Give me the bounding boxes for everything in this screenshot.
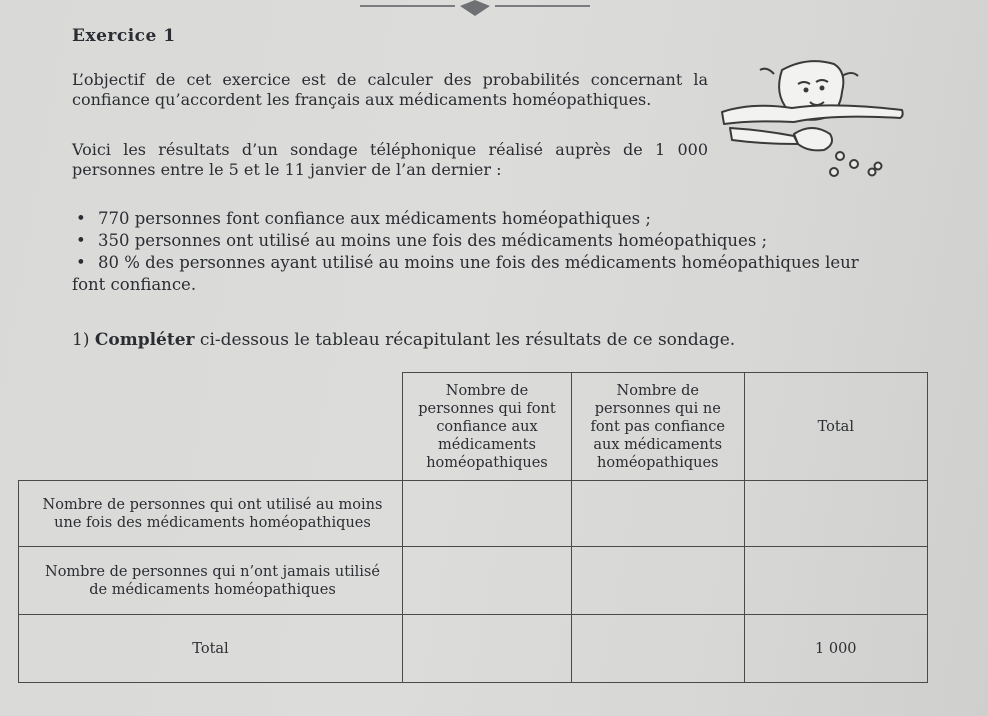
cell-never-trust[interactable] <box>402 547 571 615</box>
cell-used-total[interactable] <box>744 481 927 547</box>
cell-grand-total: 1 000 <box>744 615 927 683</box>
list-item: • 770 personnes font confiance aux médicaments homéopathiques ; <box>72 208 884 230</box>
list-item: • 350 personnes ont utilisé au moins une fois des médicaments homéopathiques ; <box>72 230 884 252</box>
question-text: ci-dessous le tableau récapitulant les résultats de ce sondage. <box>199 330 736 350</box>
cell-used-trust[interactable] <box>402 481 571 547</box>
cell-never-total[interactable] <box>744 547 927 615</box>
question-number: 1) <box>72 330 90 350</box>
header-total: Total <box>744 373 927 481</box>
table-row-used <box>19 481 928 547</box>
question-1 <box>72 330 735 350</box>
man-peeking-clipart <box>712 52 912 192</box>
summary-table <box>18 372 928 683</box>
table-corner <box>19 373 403 481</box>
list-item-continuation: font confiance. <box>72 275 197 294</box>
table-row-never <box>19 547 928 615</box>
cell-never-no-trust[interactable] <box>571 547 744 615</box>
table-header-row <box>19 373 928 481</box>
question-verb: Compléter <box>94 330 195 350</box>
results-list <box>72 208 884 296</box>
cell-total-no-trust[interactable] <box>571 615 744 683</box>
row-label-used: Nombre de personnes qui ont utilisé au moins une fois des médicaments homéopathiques <box>19 481 403 547</box>
list-item: • 80 % des personnes ayant utilisé au moins une fois des médicaments homéopathiques leur <box>72 252 884 274</box>
cell-used-no-trust[interactable] <box>571 481 744 547</box>
exercise-title: Exercice 1 <box>72 26 176 46</box>
cell-total-trust[interactable] <box>402 615 571 683</box>
row-label-total: Total <box>19 615 403 683</box>
row-label-never: Nombre de personnes qui n’ont jamais utilisé de médicaments homéopathiques <box>19 547 403 615</box>
context-paragraph: Voici les résultats d’un sondage téléphonique réalisé auprès de 1 000 personnes entre le 5 et le 11 janvier de l’an dernier : <box>72 140 708 179</box>
intro-paragraph: L’objectif de cet exercice est de calculer des probabilités concernant la confiance qu’accordent les français aux médicaments homéopathiques. <box>72 70 708 109</box>
top-decoration <box>360 0 590 20</box>
header-no-trust: Nombre de personnes qui ne font pas confiance aux médicaments homéopathiques <box>571 373 744 481</box>
table-row-total <box>19 615 928 683</box>
header-trust: Nombre de personnes qui font confiance aux médicaments homéopathiques <box>402 373 571 481</box>
